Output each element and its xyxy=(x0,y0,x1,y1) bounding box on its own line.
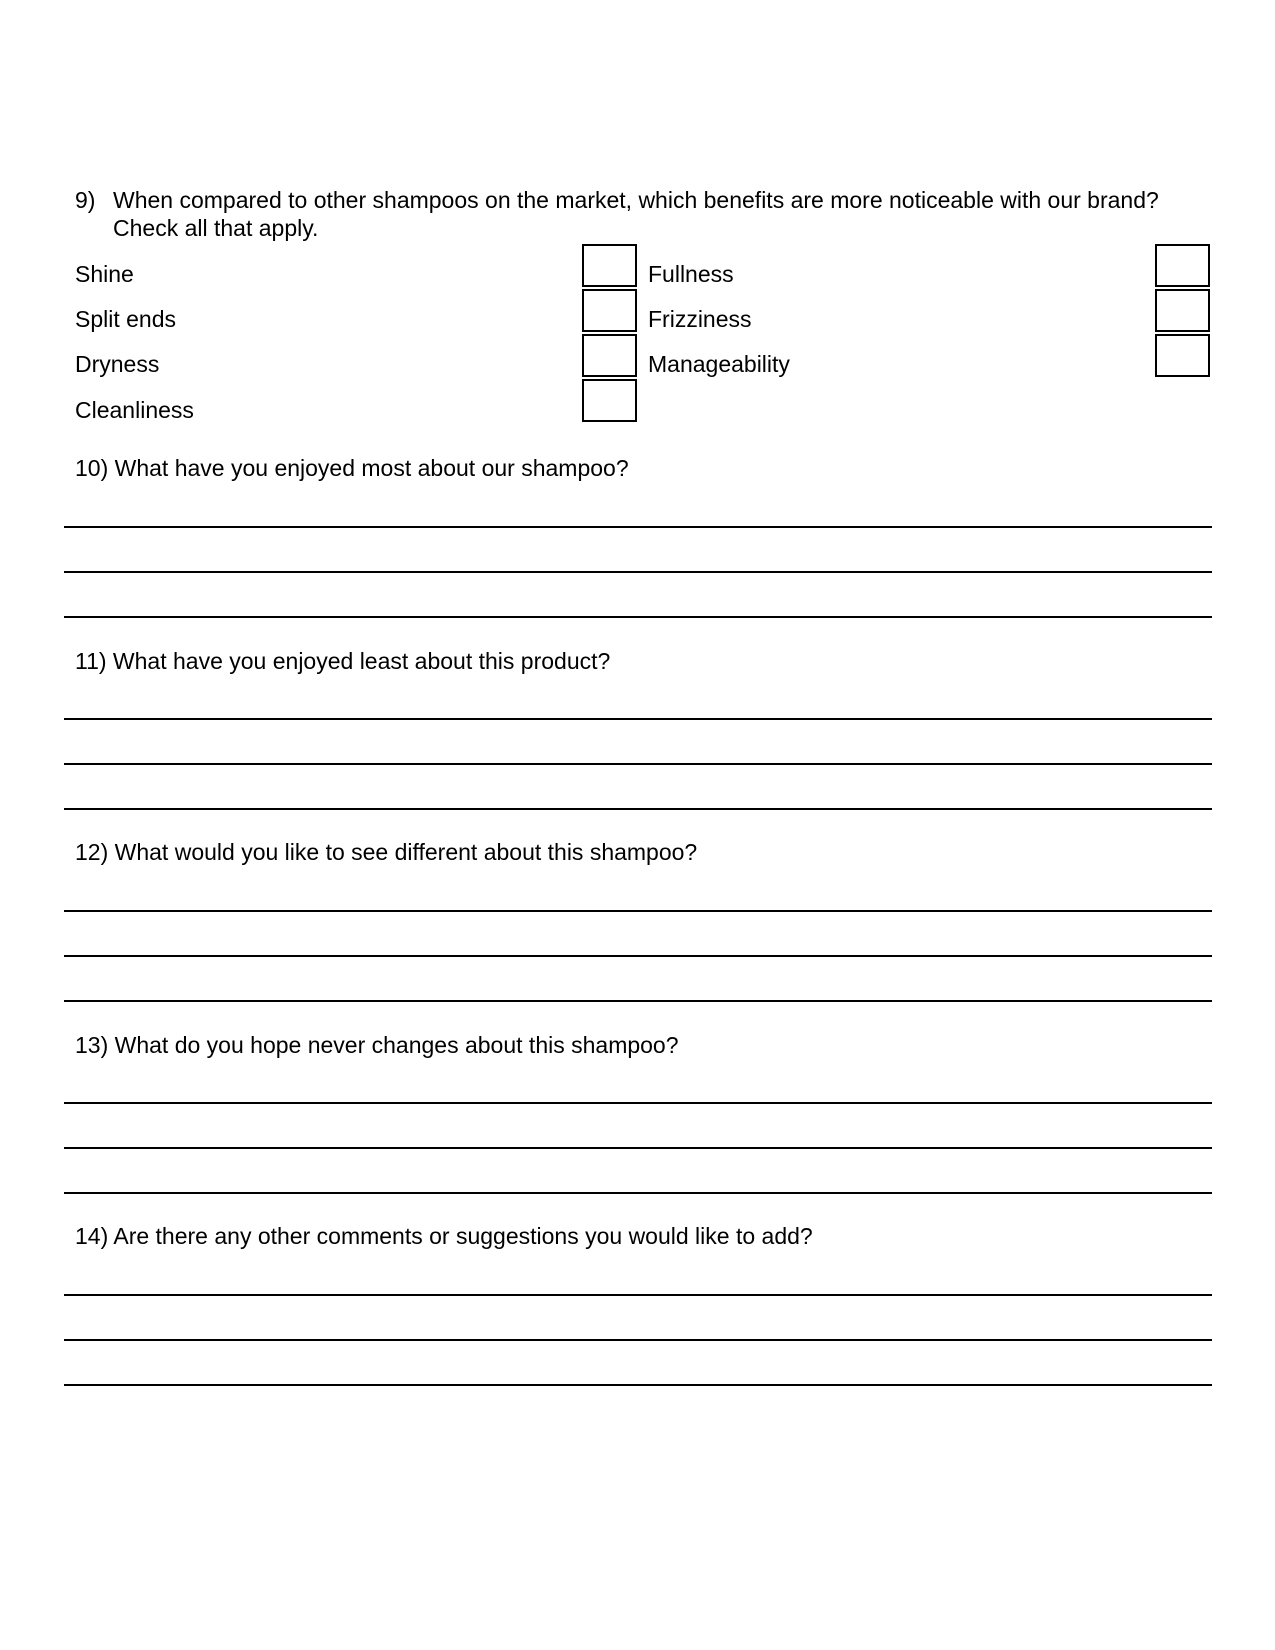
answer-line[interactable] xyxy=(64,763,1212,765)
option-split-ends-label: Split ends xyxy=(75,306,177,332)
option-dryness-checkbox[interactable] xyxy=(582,334,637,377)
option-fullness-label: Fullness xyxy=(648,261,734,287)
option-frizziness-label: Frizziness xyxy=(648,306,752,332)
question-9-number: 9) xyxy=(75,187,96,213)
answer-line[interactable] xyxy=(64,616,1212,618)
option-manageability-label: Manageability xyxy=(648,351,790,377)
option-cleanliness-label: Cleanliness xyxy=(75,397,194,423)
answer-line[interactable] xyxy=(64,1294,1212,1296)
question-11-text: 11) What have you enjoyed least about this product? xyxy=(75,648,611,674)
question-13-text: 13) What do you hope never changes about this shampoo? xyxy=(75,1032,679,1058)
answer-line[interactable] xyxy=(64,955,1212,957)
option-shine-checkbox[interactable] xyxy=(582,244,637,287)
answer-line[interactable] xyxy=(64,526,1212,528)
option-split-ends-checkbox[interactable] xyxy=(582,289,637,332)
answer-line[interactable] xyxy=(64,1192,1212,1194)
option-fullness-checkbox[interactable] xyxy=(1155,244,1210,287)
answer-line[interactable] xyxy=(64,910,1212,912)
answer-line[interactable] xyxy=(64,808,1212,810)
question-14-text: 14) Are there any other comments or suggestions you would like to add? xyxy=(75,1223,813,1249)
question-10-text: 10) What have you enjoyed most about our shampoo? xyxy=(75,455,629,481)
answer-line[interactable] xyxy=(64,1000,1212,1002)
option-manageability-checkbox[interactable] xyxy=(1155,334,1210,377)
answer-line[interactable] xyxy=(64,1102,1212,1104)
option-frizziness-checkbox[interactable] xyxy=(1155,289,1210,332)
question-12-text: 12) What would you like to see different about this shampoo? xyxy=(75,839,698,865)
question-9-prompt: When compared to other shampoos on the market, which benefits are more noticeable with our brand? xyxy=(113,187,1159,213)
answer-line[interactable] xyxy=(64,571,1212,573)
option-dryness-label: Dryness xyxy=(75,351,160,377)
answer-line[interactable] xyxy=(64,1147,1212,1149)
answer-line[interactable] xyxy=(64,718,1212,720)
option-cleanliness-checkbox[interactable] xyxy=(582,379,637,422)
answer-line[interactable] xyxy=(64,1384,1212,1386)
question-9-instruction: Check all that apply. xyxy=(113,215,319,241)
question-9-text xyxy=(113,186,1233,242)
answer-line[interactable] xyxy=(64,1339,1212,1341)
option-shine-label: Shine xyxy=(75,261,134,287)
